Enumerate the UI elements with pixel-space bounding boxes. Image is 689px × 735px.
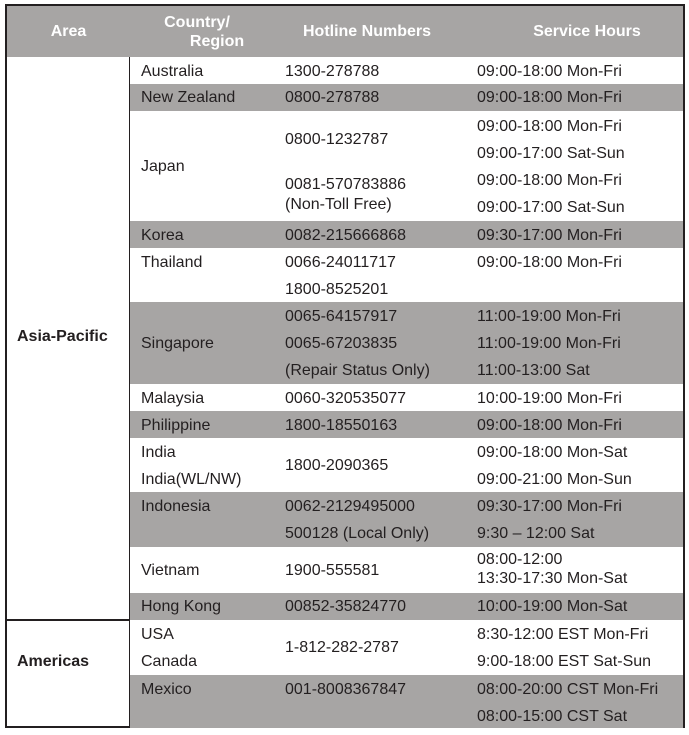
hours: 09:00-18:00 Mon-Fri — [477, 63, 622, 80]
hours-2: 13:30-17:30 Mon-Sat — [477, 570, 628, 587]
hours-3: 11:00-13:00 Sat — [477, 362, 590, 379]
hotline-1: 0066-24011717 — [285, 254, 396, 271]
hotline-2: 500128 (Local Only) — [285, 525, 430, 542]
hotline-1: 0065-64157917 — [285, 308, 398, 325]
hotline-1: 0062-2129495000 — [285, 498, 415, 515]
row-new-zealand — [130, 84, 683, 111]
country-1: USA — [141, 626, 174, 643]
hours-1: 08:00-20:00 CST Mon-Fri — [477, 681, 659, 698]
country: Thailand — [141, 254, 203, 271]
row-singapore — [130, 302, 683, 384]
row-malaysia — [130, 384, 683, 411]
hours-3: 09:00-18:00 Mon-Fri — [477, 172, 622, 189]
country-1: India — [141, 444, 176, 461]
country: Indonesia — [141, 498, 211, 515]
header-hotline-numbers: Hotline Numbers — [302, 23, 431, 40]
country: Australia — [141, 63, 204, 80]
hours-1: 09:00-18:00 Mon-Fri — [477, 118, 622, 135]
support-hotline-table — [5, 4, 685, 728]
row-vietnam — [130, 547, 683, 593]
header-country-region-line2: Region — [189, 33, 245, 50]
country: Mexico — [141, 681, 192, 698]
country: Japan — [141, 158, 185, 175]
row-hong-kong — [130, 593, 683, 620]
hotline: 1-812-282-2787 — [285, 639, 399, 656]
country: Korea — [141, 227, 184, 244]
row-japan — [130, 111, 683, 221]
hours-4: 09:00-17:00 Sat-Sun — [477, 199, 625, 216]
hours-2: 09:00-17:00 Sat-Sun — [477, 145, 625, 162]
country: Philippine — [141, 417, 211, 434]
country: New Zealand — [141, 89, 236, 106]
area-asia-pacific: Asia-Pacific — [17, 328, 108, 345]
hotline-2: 0081-570783886 — [285, 176, 407, 193]
hours-2: 9:30 – 12:00 Sat — [477, 525, 595, 542]
hours-1: 11:00-19:00 Mon-Fri — [477, 308, 621, 325]
row-philippine — [130, 411, 683, 438]
country: Vietnam — [141, 562, 200, 579]
hours: 10:00-19:00 Mon-Fri — [477, 390, 622, 407]
header-service-hours: Service Hours — [533, 23, 641, 40]
hotline-2: 0065-67203835 — [285, 335, 398, 352]
row-mexico — [130, 675, 683, 728]
hours-2: 9:00-18:00 EST Sat-Sun — [477, 653, 652, 670]
country-2: India(WL/NW) — [141, 471, 242, 488]
hours: 09:00-18:00 Mon-Fri — [477, 254, 622, 271]
row-australia — [130, 57, 683, 84]
hours-2: 08:00-15:00 CST Sat — [477, 708, 628, 725]
country-2: Canada — [141, 653, 198, 670]
row-india — [130, 438, 683, 492]
header-area: Area — [50, 23, 87, 40]
table-header — [7, 6, 683, 57]
hours-2: 11:00-19:00 Mon-Fri — [477, 335, 621, 352]
hours-1: 09:30-17:00 Mon-Fri — [477, 498, 622, 515]
hotline-1: 0800-1232787 — [285, 131, 389, 148]
row-thailand — [130, 248, 683, 302]
hotline-3: (Repair Status Only) — [285, 362, 430, 379]
area-column-americas — [7, 620, 130, 728]
country: Hong Kong — [141, 598, 222, 615]
hours-1: 8:30-12:00 EST Mon-Fri — [477, 626, 649, 643]
hours: 10:00-19:00 Mon-Sat — [477, 598, 628, 615]
hours-1: 09:00-18:00 Mon-Sat — [477, 444, 628, 461]
row-indonesia — [130, 492, 683, 547]
hotline-2-note: (Non-Toll Free) — [285, 196, 392, 213]
hours-2: 09:00-21:00 Mon-Sun — [477, 471, 632, 488]
area-americas: Americas — [17, 653, 90, 670]
hotline: 1900-555581 — [285, 562, 380, 579]
hotline: 1800-18550163 — [285, 417, 398, 434]
hotline: 001-8008367847 — [285, 681, 407, 698]
hotline: 00852-35824770 — [285, 598, 407, 615]
hours: 09:30-17:00 Mon-Fri — [477, 227, 622, 244]
header-country-region-line1: Country/ — [164, 14, 230, 31]
area-column-asia-pacific — [7, 57, 130, 619]
hours: 09:00-18:00 Mon-Fri — [477, 417, 622, 434]
hotline: 1300-278788 — [285, 63, 380, 80]
row-korea — [130, 221, 683, 248]
hotline: 0060-320535077 — [285, 390, 407, 407]
hours: 09:00-18:00 Mon-Fri — [477, 89, 622, 106]
hours-1: 08:00-12:00 — [477, 551, 563, 568]
hotline: 0082-215666868 — [285, 227, 407, 244]
hotline: 0800-278788 — [285, 89, 380, 106]
row-usa-canada — [130, 620, 683, 675]
hotline-2: 1800-8525201 — [285, 281, 389, 298]
country: Malaysia — [141, 390, 205, 407]
hotline: 1800-2090365 — [285, 457, 389, 474]
country: Singapore — [141, 335, 214, 352]
